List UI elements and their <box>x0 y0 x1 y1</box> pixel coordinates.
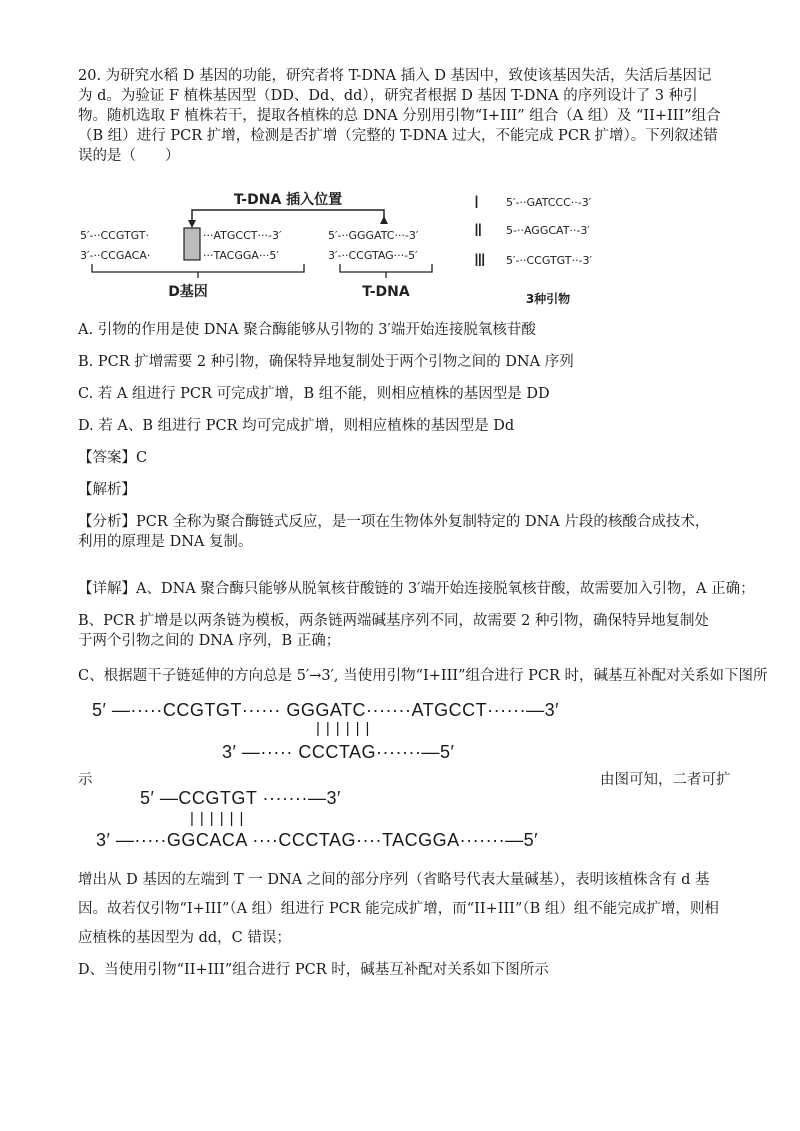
d-top-right: ···ATGCCT···-3′ <box>203 229 282 242</box>
diag2-top-strand: 5′ —CCGTGT ·······—3′ <box>140 788 341 808</box>
primer-3-numeral: Ⅲ <box>474 251 486 271</box>
option-b: B. PCR 扩增需要 2 种引物，确保特异地复制处于两个引物之间的 DNA 序列 <box>78 354 574 370</box>
primer-2-numeral: Ⅱ <box>474 221 483 241</box>
primers-label: 3种引物 <box>525 292 571 306</box>
diag1-bottom-strand: 3′ —····· CCCTAG·······—5′ <box>222 742 455 762</box>
tdna-insert-box <box>184 228 200 260</box>
analysis-text: 【分析】PCR 全称为聚合酶链式反应，是一项在生物体外复制特定的 DNA 片段的核酸合成技术，利用的原理是 DNA 复制。 <box>78 514 710 550</box>
dna-figure <box>78 188 638 310</box>
detail-c1: C、根据题干子链延伸的方向总是 5′→3′, 当使用引物“I+III”组合进行 PCR 时，碱基互补配对关系如下图所 <box>78 668 768 684</box>
t-bot: 3′-··CCGTAG···-5′ <box>328 249 418 262</box>
primer-1-numeral: Ⅰ <box>474 193 480 213</box>
analysis-head: 【解析】 <box>78 482 136 498</box>
diag2-bottom-strand: 3′ —·····GGCACA ····CCCTAG····TACGGA·······—5′ <box>96 830 539 850</box>
d-bot-right: ···TACGGA···5′ <box>203 249 279 262</box>
d-bot-left: 3′-··CCGACA· <box>80 249 151 262</box>
insert-bracket <box>192 210 384 224</box>
option-d: D. 若 A、B 组进行 PCR 均可完成扩增，则相应植株的基因型是 Dd <box>78 418 515 434</box>
text-youtu: 由图可知，二者可扩 <box>600 772 731 788</box>
option-c: C. 若 A 组进行 PCR 可完成扩增，B 组不能，则相应植株的基因型是 DD <box>78 386 550 402</box>
primer-3-seq: 5′-··CCGTGT··-3′ <box>506 254 592 267</box>
tdna-label: T-DNA <box>362 284 410 300</box>
detail-a: 【详解】A、DNA 聚合酶只能够从脱氧核苷酸链的 3′端开始连接脱氧核苷酸，故需要加入引物，A 正确； <box>78 581 755 597</box>
diag2-pair-bars: |||||| <box>190 810 250 827</box>
insert-label: T-DNA 插入位置 <box>233 192 343 208</box>
diag1-pair-bars: |||||| <box>316 720 376 737</box>
t-top: 5′-··GGGATC···-3′ <box>328 229 419 242</box>
text-shi: 示 <box>78 772 93 788</box>
detail-b: B、PCR 扩增是以两条链为模板，两条链两端碱基序列不同，故需要 2 种引物，确保特异地复制处于两个引物之间的 DNA 序列，B 正确； <box>78 613 709 649</box>
d-top-left: 5′-··CCGTGT· <box>80 229 150 242</box>
diag1-top-strand: 5′ —·····CCGTGT······ GGGATC·······ATGCCT······—3′ <box>92 700 559 720</box>
primer-1-seq: 5′-··GATCCC··-3′ <box>506 196 592 209</box>
detail-c2: 增出从 D 基因的左端到 T 一 DNA 之间的部分序列（省略号代表大量碱基），表明该植株含有 d 基因。故若仅引物“I+III”（A 组）组进行 PCR 能完成扩增，而“II+III”（B 组）组不能完成扩增，则相应植株的基因型为 dd，C 错误； <box>78 872 719 946</box>
option-a: A. 引物的作用是使 DNA 聚合酶能够从引物的 3′端开始连接脱氧核苷酸 <box>78 322 536 338</box>
answer: 【答案】C <box>78 450 148 466</box>
question-text: 20. 为研究水稻 D 基因的功能，研究者将 T-DNA 插入 D 基因中，致使该基因失活，失活后基因记为 d。为验证 F 植株基因型（DD、Dd、dd），研究者根据 D 基因 T-DNA 的序列设计了 3 种引物。随机选取 F 植株若干，提取各植株的总 DNA 分别用引物“I+III” 组合（A 组）及 “II+III”组合（B 组）进行 PCR 扩增，检测是否扩增（完整的 T-DNA 过大，不能完成 PCR 扩增）。下列叙述错误的是（ ） <box>78 68 721 164</box>
dgene-label: D基因 <box>168 284 208 300</box>
primer-2-seq: 5-··AGGCAT··-3′ <box>506 224 590 237</box>
detail-d: D、当使用引物“II+III”组合进行 PCR 时，碱基互补配对关系如下图所示 <box>78 962 549 978</box>
